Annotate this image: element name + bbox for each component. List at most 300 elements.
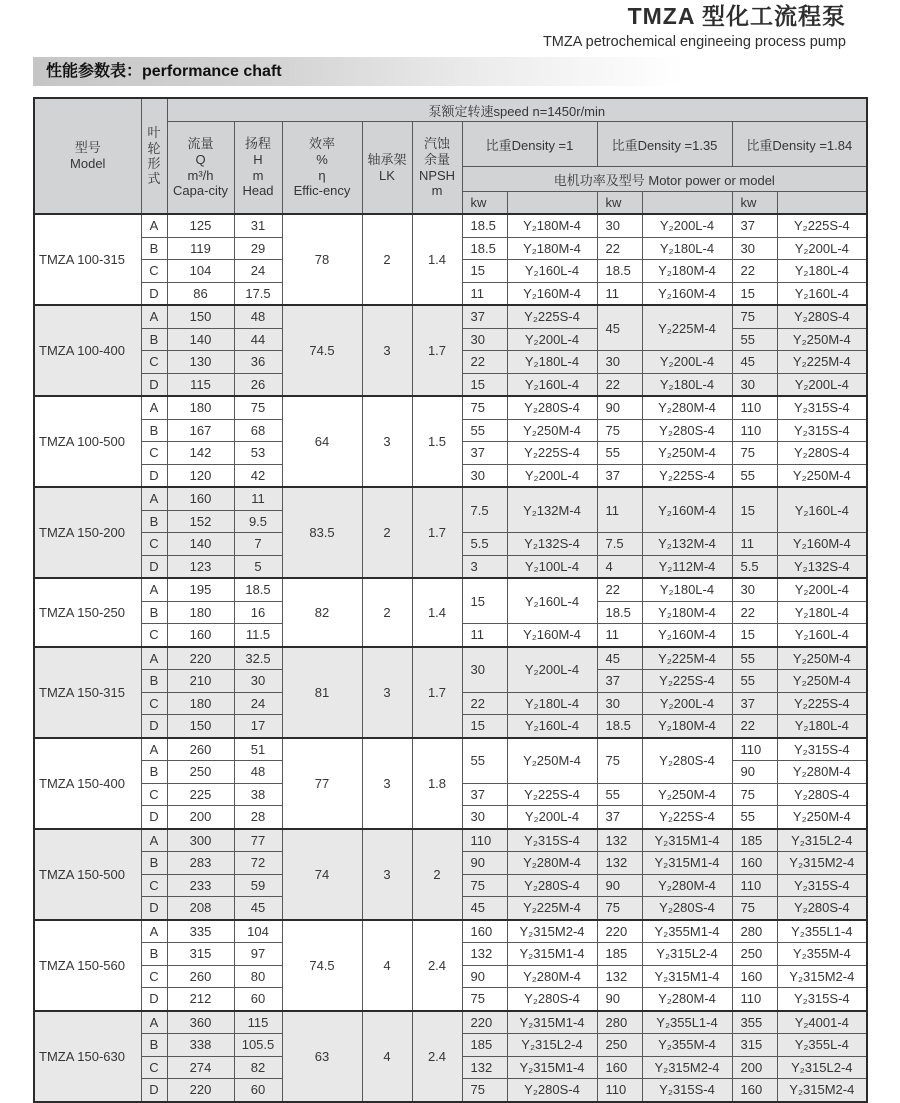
cell-model: TMZA 100-500 — [34, 396, 141, 487]
cell-motor-kw: 160 — [732, 1079, 777, 1102]
cell-motor-kw: 30 — [462, 806, 507, 829]
cell-motor-model: Y₂280S-4 — [777, 897, 867, 920]
cell-flow: 212 — [167, 988, 234, 1011]
cell-motor-model: Y₂225S-4 — [777, 214, 867, 237]
cell-flow: 300 — [167, 829, 234, 852]
header-impeller-form: 叶 轮 形 式 — [141, 98, 167, 214]
cell-motor-kw: 185 — [462, 1034, 507, 1057]
cell-npsh: 2.4 — [412, 1011, 462, 1102]
table-row — [34, 578, 867, 601]
cell-impeller-form: A — [141, 1011, 167, 1034]
cell-motor-model: Y₂225S-4 — [507, 442, 597, 465]
cell-motor-kw: 11 — [732, 533, 777, 556]
cell-motor-kw: 280 — [597, 1011, 642, 1034]
cell-head: 16 — [234, 601, 282, 624]
cell-motor-kw: 75 — [462, 396, 507, 419]
cell-motor-kw: 355 — [732, 1011, 777, 1034]
cell-motor-kw: 132 — [597, 965, 642, 988]
cell-motor-model: Y₂280M-4 — [777, 761, 867, 784]
cell-motor-kw: 75 — [462, 1079, 507, 1102]
title-block — [543, 3, 846, 50]
cell-motor-model: Y₂250M-4 — [777, 464, 867, 487]
cell-impeller-form: D — [141, 897, 167, 920]
cell-motor-kw: 45 — [462, 897, 507, 920]
cell-motor-model: Y₂315L2-4 — [777, 829, 867, 852]
cell-motor-kw: 15 — [462, 715, 507, 738]
cell-motor-kw: 22 — [732, 601, 777, 624]
cell-motor-model: Y₂355M1-4 — [642, 920, 732, 943]
cell-motor-model: Y₂200L-4 — [642, 692, 732, 715]
cell-motor-model: Y₂160M-4 — [507, 624, 597, 647]
cell-impeller-form: B — [141, 670, 167, 693]
cell-flow: 180 — [167, 601, 234, 624]
cell-impeller-form: A — [141, 738, 167, 761]
cell-motor-kw: 55 — [732, 806, 777, 829]
cell-motor-model: Y₂160M-4 — [777, 533, 867, 556]
cell-bearing-bracket: 3 — [362, 647, 412, 738]
cell-flow: 140 — [167, 533, 234, 556]
cell-motor-model: Y₂180M-4 — [507, 214, 597, 237]
cell-motor-model: Y₂315M1-4 — [507, 943, 597, 966]
cell-head: 31 — [234, 214, 282, 237]
cell-head: 11.5 — [234, 624, 282, 647]
cell-flow: 315 — [167, 943, 234, 966]
cell-motor-model: Y₂315M1-4 — [507, 1056, 597, 1079]
cell-flow: 338 — [167, 1034, 234, 1057]
cell-motor-kw: 160 — [462, 920, 507, 943]
cell-impeller-form: C — [141, 260, 167, 283]
cell-impeller-form: C — [141, 783, 167, 806]
cell-model: TMZA 150-200 — [34, 487, 141, 578]
cell-efficiency: 74.5 — [282, 920, 362, 1011]
cell-impeller-form: D — [141, 464, 167, 487]
cell-motor-kw: 110 — [732, 988, 777, 1011]
performance-table — [33, 97, 868, 1103]
cell-motor-model: Y₂160L-4 — [507, 373, 597, 396]
header-bearing-bracket: 轴承架 LK — [362, 122, 412, 215]
cell-npsh: 1.4 — [412, 214, 462, 305]
cell-impeller-form: A — [141, 214, 167, 237]
cell-motor-kw: 22 — [732, 260, 777, 283]
cell-npsh: 1.7 — [412, 487, 462, 578]
cell-motor-kw: 7.5 — [597, 533, 642, 556]
cell-efficiency: 74 — [282, 829, 362, 920]
cell-motor-kw: 22 — [597, 578, 642, 601]
cell-flow: 208 — [167, 897, 234, 920]
cell-motor-kw: 18.5 — [597, 601, 642, 624]
cell-motor-model: Y₂315M1-4 — [642, 829, 732, 852]
cell-motor-model: Y₂225S-4 — [642, 806, 732, 829]
cell-motor-model: Y₂225M-4 — [642, 647, 732, 670]
cell-motor-model: Y₂315S-4 — [507, 829, 597, 852]
cell-motor-kw: 160 — [597, 1056, 642, 1079]
cell-motor-kw: 37 — [732, 692, 777, 715]
cell-motor-model: Y₂315S-4 — [642, 1079, 732, 1102]
cell-npsh: 2.4 — [412, 920, 462, 1011]
cell-motor-kw: 200 — [732, 1056, 777, 1079]
cell-motor-kw: 37 — [732, 214, 777, 237]
cell-motor-kw: 18.5 — [462, 214, 507, 237]
cell-motor-kw: 90 — [597, 874, 642, 897]
cell-flow: 120 — [167, 464, 234, 487]
cell-impeller-form: D — [141, 555, 167, 578]
cell-motor-model: Y₂225S-4 — [777, 692, 867, 715]
cell-motor-model: Y₂225S-4 — [642, 464, 732, 487]
cell-bearing-bracket: 4 — [362, 1011, 412, 1102]
cell-motor-kw: 90 — [462, 965, 507, 988]
cell-motor-model: Y₂160L-4 — [777, 487, 867, 533]
cell-impeller-form: A — [141, 487, 167, 510]
cell-head: 72 — [234, 852, 282, 875]
cell-motor-model: Y₂160M-4 — [642, 487, 732, 533]
cell-efficiency: 78 — [282, 214, 362, 305]
cell-motor-kw: 4 — [597, 555, 642, 578]
cell-motor-kw: 22 — [732, 715, 777, 738]
cell-model: TMZA 150-560 — [34, 920, 141, 1011]
cell-motor-kw: 132 — [462, 1056, 507, 1079]
cell-impeller-form: D — [141, 806, 167, 829]
cell-motor-kw: 55 — [732, 647, 777, 670]
cell-motor-kw: 45 — [732, 351, 777, 374]
cell-motor-model: Y₂250M-4 — [777, 806, 867, 829]
cell-motor-kw: 75 — [732, 442, 777, 465]
cell-head: 59 — [234, 874, 282, 897]
table-row — [34, 305, 867, 328]
cell-motor-kw: 185 — [732, 829, 777, 852]
cell-motor-kw: 90 — [732, 761, 777, 784]
header-efficiency: 效率 % η Effic-ency — [282, 122, 362, 215]
cell-motor-kw: 37 — [597, 670, 642, 693]
cell-motor-model: Y₂132M-4 — [507, 487, 597, 533]
cell-head: 60 — [234, 988, 282, 1011]
cell-model: TMZA 100-400 — [34, 305, 141, 396]
cell-motor-kw: 55 — [732, 464, 777, 487]
cell-head: 80 — [234, 965, 282, 988]
cell-motor-model: Y₂200L-4 — [777, 578, 867, 601]
cell-motor-kw: 37 — [462, 442, 507, 465]
cell-motor-kw: 110 — [597, 1079, 642, 1102]
header-density-1: 比重Density =1 — [462, 122, 597, 167]
page-title: TMZA 型化工流程泵 — [627, 3, 846, 29]
cell-model: TMZA 150-315 — [34, 647, 141, 738]
cell-motor-kw: 110 — [732, 874, 777, 897]
cell-npsh: 2 — [412, 829, 462, 920]
cell-motor-model: Y₂280S-4 — [642, 419, 732, 442]
cell-motor-model: Y₂280M-4 — [642, 874, 732, 897]
cell-motor-model: Y₂250M-4 — [777, 670, 867, 693]
cell-motor-kw: 185 — [597, 943, 642, 966]
cell-motor-model: Y₂280S-4 — [507, 988, 597, 1011]
cell-bearing-bracket: 2 — [362, 578, 412, 647]
cell-motor-model: Y₂250M-4 — [777, 328, 867, 351]
cell-head: 48 — [234, 761, 282, 784]
cell-motor-model: Y₂315M2-4 — [507, 920, 597, 943]
cell-motor-model: Y₂200L-4 — [507, 647, 597, 693]
cell-motor-kw: 18.5 — [597, 260, 642, 283]
cell-motor-kw: 30 — [732, 237, 777, 260]
cell-efficiency: 83.5 — [282, 487, 362, 578]
page-subtitle: TMZA petrochemical engineeing process pump — [542, 33, 846, 50]
cell-motor-kw: 55 — [462, 419, 507, 442]
cell-head: 51 — [234, 738, 282, 761]
cell-impeller-form: C — [141, 533, 167, 556]
cell-motor-model: Y₂280S-4 — [507, 874, 597, 897]
cell-motor-model: Y₂160L-4 — [507, 578, 597, 624]
cell-efficiency: 64 — [282, 396, 362, 487]
cell-motor-model: Y₂132S-4 — [507, 533, 597, 556]
header-kw-3: kw — [732, 192, 777, 215]
cell-motor-model: Y₂250M-4 — [642, 783, 732, 806]
cell-model: TMZA 150-500 — [34, 829, 141, 920]
cell-motor-model: Y₂180L-4 — [777, 715, 867, 738]
cell-motor-model: Y₂160L-4 — [507, 260, 597, 283]
header-rated-speed: 泵额定转速speed n=1450r/min — [167, 98, 867, 122]
table-row — [34, 829, 867, 852]
cell-motor-kw: 15 — [462, 578, 507, 624]
cell-motor-model: Y₂225S-4 — [507, 783, 597, 806]
cell-motor-model: Y₂160L-4 — [507, 715, 597, 738]
cell-motor-model: Y₂225S-4 — [642, 670, 732, 693]
cell-motor-kw: 37 — [597, 464, 642, 487]
cell-impeller-form: D — [141, 988, 167, 1011]
cell-motor-kw: 55 — [597, 783, 642, 806]
cell-motor-kw: 75 — [732, 897, 777, 920]
cell-head: 17 — [234, 715, 282, 738]
header-kw-2: kw — [597, 192, 642, 215]
cell-head: 24 — [234, 692, 282, 715]
cell-model: TMZA 150-400 — [34, 738, 141, 829]
cell-motor-model: Y₂280M-4 — [507, 965, 597, 988]
cell-head: 115 — [234, 1011, 282, 1034]
cell-motor-model: Y₂280S-4 — [642, 897, 732, 920]
cell-motor-kw: 22 — [597, 237, 642, 260]
cell-motor-model: Y₂315M2-4 — [777, 965, 867, 988]
cell-head: 7 — [234, 533, 282, 556]
cell-motor-kw: 160 — [732, 852, 777, 875]
cell-motor-model: Y₂200L-4 — [507, 464, 597, 487]
cell-flow: 180 — [167, 692, 234, 715]
cell-model: TMZA 150-630 — [34, 1011, 141, 1102]
cell-impeller-form: A — [141, 647, 167, 670]
cell-impeller-form: A — [141, 305, 167, 328]
cell-head: 44 — [234, 328, 282, 351]
cell-motor-model: Y₂225M-4 — [507, 897, 597, 920]
cell-head: 82 — [234, 1056, 282, 1079]
cell-impeller-form: D — [141, 282, 167, 305]
cell-impeller-form: A — [141, 829, 167, 852]
cell-head: 77 — [234, 829, 282, 852]
cell-motor-model: Y₂315S-4 — [777, 419, 867, 442]
cell-motor-model: Y₂280S-4 — [777, 442, 867, 465]
cell-model: TMZA 150-250 — [34, 578, 141, 647]
cell-impeller-form: B — [141, 1034, 167, 1057]
cell-motor-kw: 30 — [597, 351, 642, 374]
cell-flow: 260 — [167, 965, 234, 988]
cell-motor-kw: 110 — [732, 396, 777, 419]
cell-motor-kw: 30 — [462, 464, 507, 487]
header-motor-power: 电机功率及型号 Motor power or model — [462, 167, 867, 192]
cell-motor-model: Y₂315M2-4 — [777, 852, 867, 875]
header-kw-1: kw — [462, 192, 507, 215]
cell-impeller-form: C — [141, 442, 167, 465]
cell-motor-kw: 75 — [732, 783, 777, 806]
cell-head: 97 — [234, 943, 282, 966]
cell-motor-model: Y₂180M-4 — [642, 260, 732, 283]
header-motor-model-1 — [507, 192, 597, 215]
cell-impeller-form: B — [141, 761, 167, 784]
cell-flow: 233 — [167, 874, 234, 897]
cell-head: 32.5 — [234, 647, 282, 670]
cell-motor-kw: 90 — [597, 396, 642, 419]
cell-motor-model: Y₂280S-4 — [507, 1079, 597, 1102]
cell-motor-kw: 15 — [732, 624, 777, 647]
cell-head: 104 — [234, 920, 282, 943]
cell-motor-kw: 5.5 — [462, 533, 507, 556]
cell-motor-model: Y₂315L2-4 — [642, 943, 732, 966]
table-body — [34, 214, 867, 1102]
cell-motor-kw: 30 — [732, 578, 777, 601]
cell-motor-kw: 15 — [732, 487, 777, 533]
cell-motor-kw: 5.5 — [732, 555, 777, 578]
cell-flow: 225 — [167, 783, 234, 806]
cell-motor-kw: 22 — [462, 692, 507, 715]
cell-efficiency: 63 — [282, 1011, 362, 1102]
header-head: 扬程 H m Head — [234, 122, 282, 215]
cell-motor-kw: 315 — [732, 1034, 777, 1057]
cell-motor-model: Y₂180L-4 — [777, 601, 867, 624]
cell-flow: 160 — [167, 487, 234, 510]
cell-flow: 220 — [167, 1079, 234, 1102]
cell-motor-kw: 22 — [462, 351, 507, 374]
cell-motor-kw: 11 — [597, 282, 642, 305]
cell-motor-model: Y₂180L-4 — [642, 373, 732, 396]
cell-motor-kw: 55 — [732, 328, 777, 351]
cell-motor-model: Y₂200L-4 — [777, 373, 867, 396]
cell-impeller-form: C — [141, 624, 167, 647]
cell-motor-model: Y₂200L-4 — [507, 806, 597, 829]
cell-motor-model: Y₂160M-4 — [642, 624, 732, 647]
cell-flow: 123 — [167, 555, 234, 578]
cell-impeller-form: B — [141, 510, 167, 533]
cell-motor-kw: 75 — [462, 874, 507, 897]
cell-motor-model: Y₂100L-4 — [507, 555, 597, 578]
cell-impeller-form: C — [141, 965, 167, 988]
cell-motor-model: Y₂132S-4 — [777, 555, 867, 578]
section-header: 性能参数表：performance chaft — [33, 57, 866, 86]
table-header — [34, 98, 867, 214]
header-flow: 流量 Q m³/h Capa-city — [167, 122, 234, 215]
cell-impeller-form: A — [141, 396, 167, 419]
cell-head: 75 — [234, 396, 282, 419]
cell-motor-kw: 15 — [462, 260, 507, 283]
cell-flow: 167 — [167, 419, 234, 442]
cell-motor-kw: 110 — [732, 419, 777, 442]
cell-motor-model: Y₂132M-4 — [642, 533, 732, 556]
cell-motor-kw: 18.5 — [462, 237, 507, 260]
cell-impeller-form: D — [141, 373, 167, 396]
cell-motor-model: Y₂315M1-4 — [642, 965, 732, 988]
cell-flow: 283 — [167, 852, 234, 875]
cell-motor-kw: 15 — [462, 373, 507, 396]
cell-impeller-form: B — [141, 419, 167, 442]
cell-motor-model: Y₂250M-4 — [507, 419, 597, 442]
cell-impeller-form: A — [141, 920, 167, 943]
cell-head: 68 — [234, 419, 282, 442]
cell-motor-model: Y₂180L-4 — [507, 351, 597, 374]
cell-impeller-form: A — [141, 578, 167, 601]
cell-head: 9.5 — [234, 510, 282, 533]
cell-motor-model: Y₂280S-4 — [777, 305, 867, 328]
cell-motor-model: Y₂280M-4 — [642, 988, 732, 1011]
cell-motor-model: Y₂160L-4 — [777, 624, 867, 647]
cell-motor-kw: 280 — [732, 920, 777, 943]
cell-npsh: 1.8 — [412, 738, 462, 829]
cell-motor-kw: 22 — [597, 373, 642, 396]
cell-motor-model: Y₂280M-4 — [642, 396, 732, 419]
cell-motor-model: Y₂355M-4 — [642, 1034, 732, 1057]
cell-flow: 150 — [167, 305, 234, 328]
cell-motor-kw: 110 — [732, 738, 777, 761]
cell-efficiency: 81 — [282, 647, 362, 738]
cell-motor-model: Y₂112M-4 — [642, 555, 732, 578]
cell-motor-model: Y₂315S-4 — [777, 988, 867, 1011]
table-row — [34, 214, 867, 237]
cell-motor-model: Y₂180L-4 — [642, 237, 732, 260]
cell-head: 17.5 — [234, 282, 282, 305]
cell-motor-model: Y₂250M-4 — [642, 442, 732, 465]
cell-model: TMZA 100-315 — [34, 214, 141, 305]
cell-motor-model: Y₂180M-4 — [642, 601, 732, 624]
cell-flow: 142 — [167, 442, 234, 465]
cell-flow: 150 — [167, 715, 234, 738]
cell-head: 28 — [234, 806, 282, 829]
cell-motor-kw: 11 — [462, 282, 507, 305]
cell-flow: 210 — [167, 670, 234, 693]
cell-flow: 140 — [167, 328, 234, 351]
cell-motor-model: Y₂315M1-4 — [642, 852, 732, 875]
cell-impeller-form: C — [141, 692, 167, 715]
cell-motor-model: Y₂180L-4 — [507, 692, 597, 715]
cell-motor-model: Y₂4001-4 — [777, 1011, 867, 1034]
cell-impeller-form: B — [141, 943, 167, 966]
cell-head: 30 — [234, 670, 282, 693]
cell-bearing-bracket: 3 — [362, 738, 412, 829]
cell-impeller-form: B — [141, 328, 167, 351]
cell-motor-model: Y₂160L-4 — [777, 282, 867, 305]
cell-flow: 180 — [167, 396, 234, 419]
cell-motor-model: Y₂315S-4 — [777, 738, 867, 761]
cell-motor-kw: 30 — [462, 647, 507, 693]
cell-motor-kw: 37 — [462, 305, 507, 328]
cell-bearing-bracket: 3 — [362, 396, 412, 487]
cell-motor-model: Y₂355M-4 — [777, 943, 867, 966]
cell-motor-model: Y₂315S-4 — [777, 874, 867, 897]
cell-motor-model: Y₂315M2-4 — [642, 1056, 732, 1079]
cell-motor-model: Y₂180L-4 — [642, 578, 732, 601]
cell-motor-kw: 220 — [462, 1011, 507, 1034]
cell-motor-model: Y₂355L1-4 — [642, 1011, 732, 1034]
cell-efficiency: 74.5 — [282, 305, 362, 396]
cell-bearing-bracket: 3 — [362, 305, 412, 396]
cell-head: 45 — [234, 897, 282, 920]
cell-impeller-form: B — [141, 601, 167, 624]
cell-flow: 125 — [167, 214, 234, 237]
cell-npsh: 1.7 — [412, 647, 462, 738]
cell-motor-model: Y₂225M-4 — [642, 305, 732, 351]
cell-motor-kw: 90 — [597, 988, 642, 1011]
cell-impeller-form: B — [141, 852, 167, 875]
cell-motor-model: Y₂225M-4 — [777, 351, 867, 374]
